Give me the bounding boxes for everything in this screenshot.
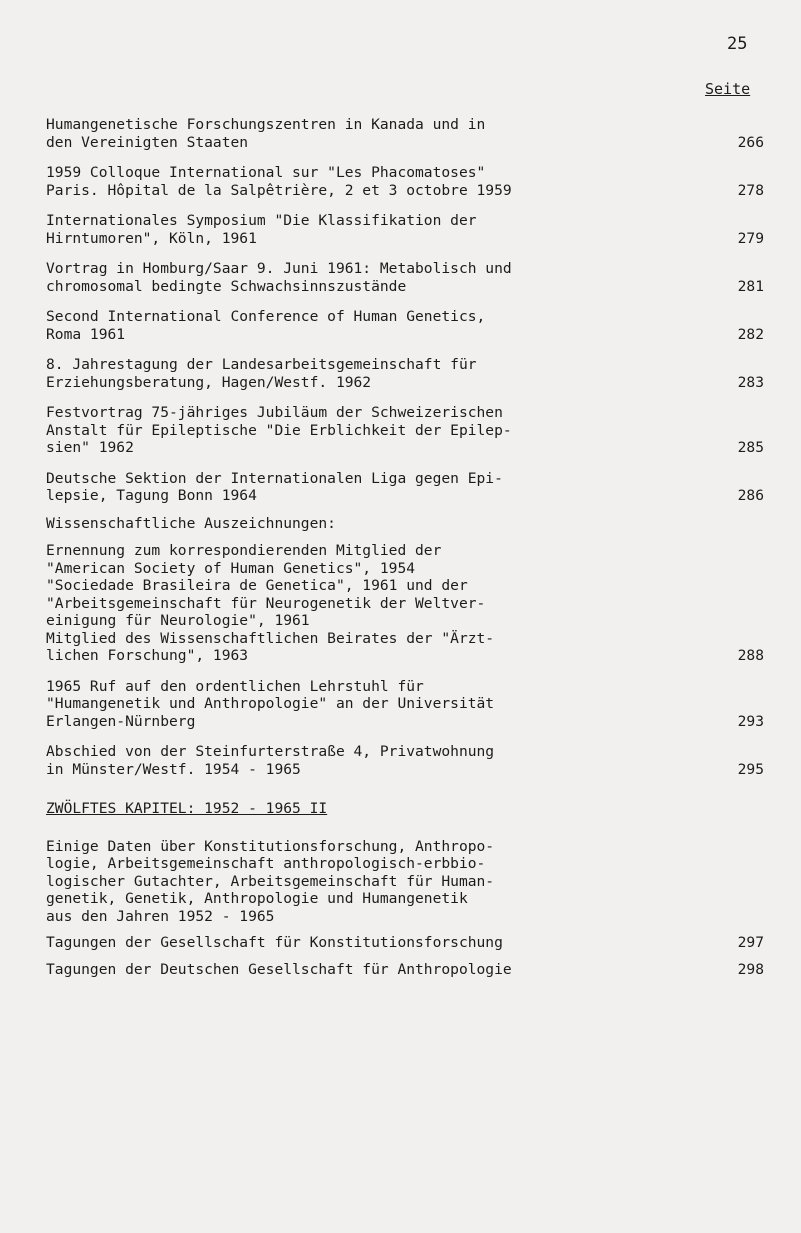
entries-group-b	[46, 542, 766, 778]
toc-entry	[46, 308, 766, 343]
toc-entry	[46, 116, 766, 151]
toc-entry-page: 288	[737, 647, 764, 664]
table-of-contents	[46, 116, 766, 978]
toc-entry	[46, 356, 766, 391]
toc-entry-page: 297	[737, 934, 764, 951]
toc-entry-title: Tagungen der Gesellschaft für Konstitutionsforschung	[46, 934, 503, 951]
toc-entry	[46, 678, 766, 731]
toc-entry	[46, 934, 766, 952]
toc-entry-title: Vortrag in Homburg/Saar 9. Juni 1961: Metabolisch und chromosomal bedingte Schwachsinnszustände	[46, 260, 512, 295]
toc-entry-title: Deutsche Sektion der Internationalen Liga gegen Epi- lepsie, Tagung Bonn 1964	[46, 469, 503, 504]
toc-entry-title: 8. Jahrestagung der Landesarbeitsgemeinschaft für Erziehungsberatung, Hagen/Westf. 1962	[46, 356, 477, 391]
toc-entry-title: Second International Conference of Human Genetics, Roma 1961	[46, 308, 486, 343]
toc-entry-page: 279	[737, 229, 764, 247]
toc-entry-page: 293	[737, 712, 764, 730]
toc-entry	[46, 838, 766, 926]
toc-entry	[46, 961, 766, 979]
toc-entry-page: 278	[737, 181, 764, 199]
toc-entry	[46, 404, 766, 457]
toc-entry-page: 281	[737, 277, 764, 295]
toc-entry-title: Festvortrag 75-jähriges Jubiläum der Schweizerischen Anstalt für Epileptische "Die Erblichkeit der Epilep- sien" 1962	[46, 404, 512, 456]
toc-entry-title: 1959 Colloque International sur "Les Phacomatoses" Paris. Hôpital de la Salpêtrière, 2 et 3 octobre 1959	[46, 164, 512, 199]
toc-entry	[46, 164, 766, 199]
page-number: 25	[727, 34, 748, 54]
toc-entry-title: Humangenetische Forschungszentren in Kanada und in den Vereinigten Staaten	[46, 116, 486, 151]
toc-entry	[46, 470, 766, 505]
chapter-heading: ZWÖLFTES KAPITEL: 1952 - 1965 II	[46, 800, 328, 817]
section-heading: Wissenschaftliche Auszeichnungen:	[46, 514, 336, 532]
toc-entry	[46, 212, 766, 247]
toc-entry	[46, 260, 766, 295]
toc-entry-page: 266	[737, 133, 764, 151]
toc-entry-title: Ernennung zum korrespondierenden Mitglied der "American Society of Human Genetics", 1954 "Sociedade Brasileira de Genetica", 1961 und der "Arbeitsgemeinschaft für Neurogenetik der Weltver- einigung für Neurologie", 1961 Mitglied des Wissenschaftlichen Beirates der "Ärzt- lichen Forschung", 1963	[46, 542, 495, 664]
toc-entry-title: Internationales Symposium "Die Klassifikation der Hirntumoren", Köln, 1961	[46, 212, 477, 247]
toc-entry-page: 286	[737, 487, 764, 504]
seite-header: Seite	[705, 80, 751, 98]
toc-entry	[46, 542, 766, 665]
entries-group-c	[46, 838, 766, 979]
toc-entry	[46, 743, 766, 778]
entries-group-a	[46, 116, 766, 505]
toc-entry-page: 282	[737, 325, 764, 343]
toc-entry-title: 1965 Ruf auf den ordentlichen Lehrstuhl für "Humangenetik und Anthropologie" an der Universität Erlangen-Nürnberg	[46, 677, 495, 730]
toc-entry-page: 295	[737, 760, 764, 778]
toc-entry-page: 283	[737, 373, 764, 391]
toc-entry-title: Abschied von der Steinfurterstraße 4, Privatwohnung in Münster/Westf. 1954 - 1965	[46, 743, 495, 778]
toc-entry-page: 298	[737, 960, 764, 978]
toc-entry-page: 285	[737, 439, 764, 456]
toc-entry-title: Tagungen der Deutschen Gesellschaft für Anthropologie	[46, 960, 512, 978]
toc-entry-title: Einige Daten über Konstitutionsforschung, Anthropo- logie, Arbeitsgemeinschaft anthropologisch-erbbio- logischer Gutachter, Arbeitsgemeinschaft für Human- genetik, Genetik, Anthropologie und Humangenetik aus den Jahren 1952 - 1965	[46, 837, 495, 925]
